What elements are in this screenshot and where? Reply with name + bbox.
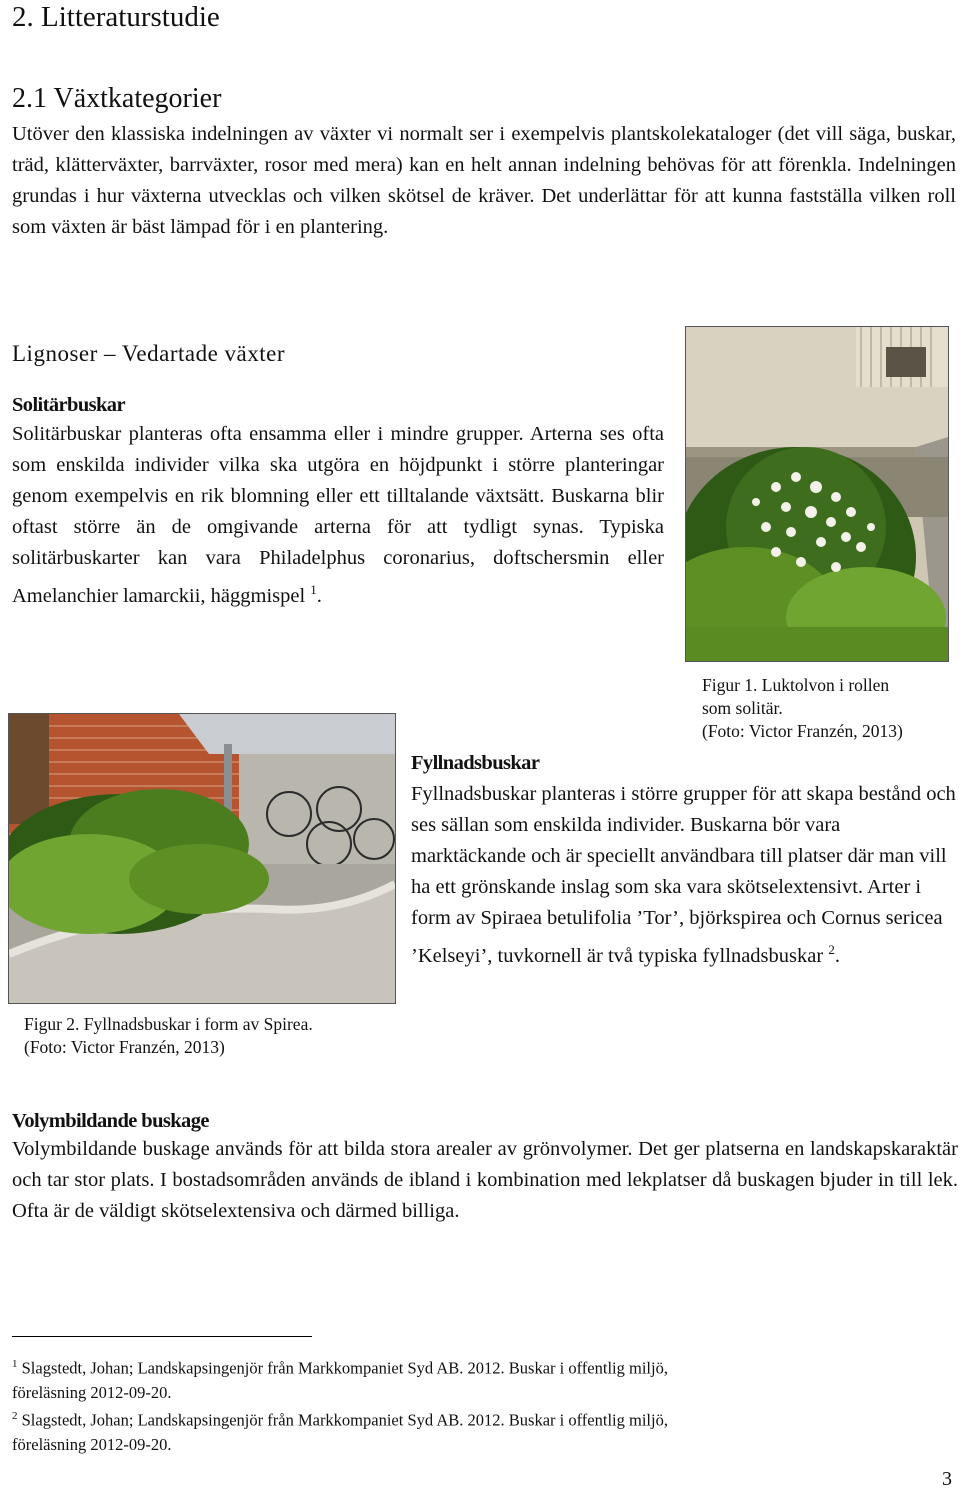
footnote-1-line2: föreläsning 2012-09-20. bbox=[12, 1382, 172, 1402]
footnote-ref-1: 1 bbox=[310, 582, 317, 597]
figure1-caption bbox=[702, 674, 903, 743]
figure2-caption-line2: (Foto: Victor Franzén, 2013) bbox=[24, 1037, 225, 1057]
footnote-1-number: 1 bbox=[12, 1358, 18, 1370]
volym-heading: Volymbildande buskage bbox=[12, 1110, 209, 1132]
page-number: 3 bbox=[942, 1468, 952, 1490]
fyllnad-text: Fyllnadsbuskar planteras i större grupper för att skapa bestånd och ses sällan som enskilda individer. Buskarna bör vara marktäckande och är speciellt användbara till platser där man vill ha ett grönskande inslag som ska vara skötselextensivt. Arter i form av Spiraea betulifolia ’Tor’, björkspirea och Cornus sericea ’Kelseyi’, tuvkornell är två typiska fyllnadsbuskar bbox=[411, 783, 956, 967]
footnote-2-number: 2 bbox=[12, 1410, 18, 1422]
figure1-caption-line2: som solitär. bbox=[702, 698, 783, 718]
figure2-photo bbox=[8, 713, 396, 1004]
solitar-text: Solitärbuskar planteras ofta ensamma eller i mindre grupper. Arterna ses ofta som enskilda individer vilka ska utgöra en höjdpunkt i större planteringar genom exempelvis en rik blomning eller ett tilltalande växtsätt. Buskarna blir oftast större än de omgivande arterna för att tydligt synas. Typiska solitärbuskarter kan vara Philadelphus coronarius, doftschersmin eller Amelanchier lamarckii, häggmispel bbox=[12, 423, 664, 607]
figure2-caption bbox=[24, 1013, 313, 1059]
footnote-ref-2: 2 bbox=[828, 942, 835, 957]
figure1-caption-line3: (Foto: Victor Franzén, 2013) bbox=[702, 721, 903, 741]
solitar-end: . bbox=[316, 584, 322, 607]
figure1-photo bbox=[685, 326, 949, 662]
volym-paragraph: Volymbildande buskage används för att bilda stora arealer av grönvolymer. Det ger platserna en landskapskaraktär och tar stor plats. I bostadsområden används de ibland i kombination med lekplatser då buskagen bjuder in till lek. Ofta är de väldigt skötselextensiva och därmed billiga. bbox=[12, 1138, 958, 1222]
solitar-heading: Solitärbuskar bbox=[12, 394, 125, 416]
footnote-2-line2: föreläsning 2012-09-20. bbox=[12, 1434, 172, 1454]
fyllnad-paragraph bbox=[411, 779, 956, 972]
rose-bush-illustration bbox=[686, 327, 948, 661]
footnote-1 bbox=[12, 1352, 912, 1405]
spirea-illustration bbox=[9, 714, 395, 1003]
figure2-caption-line1: Figur 2. Fyllnadsbuskar i form av Spirea. bbox=[24, 1014, 313, 1034]
chapter-title: 2. Litteraturstudie bbox=[12, 1, 220, 33]
footnote-2-line1: Slagstedt, Johan; Landskapsingenjör från Markkompaniet Syd AB. 2012. Buskar i offentlig miljö, bbox=[21, 1410, 668, 1430]
intro-paragraph: Utöver den klassiska indelningen av växter vi normalt ser i exempelvis plantskolekataloger (det vill säga, buskar, träd, klätterväxter, barrväxter, rosor med mera) kan en helt annan indelning behövas för att förenkla. Indelningen grundas i hur växterna utvecklas och vilken skötsel de kräver. Det underlättar för att kunna fastställa vilken roll som växten är bäst lämpad för i en plantering. bbox=[12, 123, 956, 238]
fyllnad-end: . bbox=[834, 944, 840, 967]
fyllnad-heading: Fyllnadsbuskar bbox=[411, 752, 540, 774]
figure1-caption-line1: Figur 1. Luktolvon i rollen bbox=[702, 675, 890, 695]
footnote-1-line1: Slagstedt, Johan; Landskapsingenjör från Markkompaniet Syd AB. 2012. Buskar i offentlig miljö, bbox=[21, 1358, 668, 1378]
lignoser-heading: Lignoser – Vedartade växter bbox=[12, 341, 286, 366]
footnote-2 bbox=[12, 1404, 912, 1457]
footnote-divider bbox=[12, 1336, 312, 1337]
section-title: 2.1 Växtkategorier bbox=[12, 83, 222, 114]
solitar-paragraph bbox=[12, 419, 664, 612]
